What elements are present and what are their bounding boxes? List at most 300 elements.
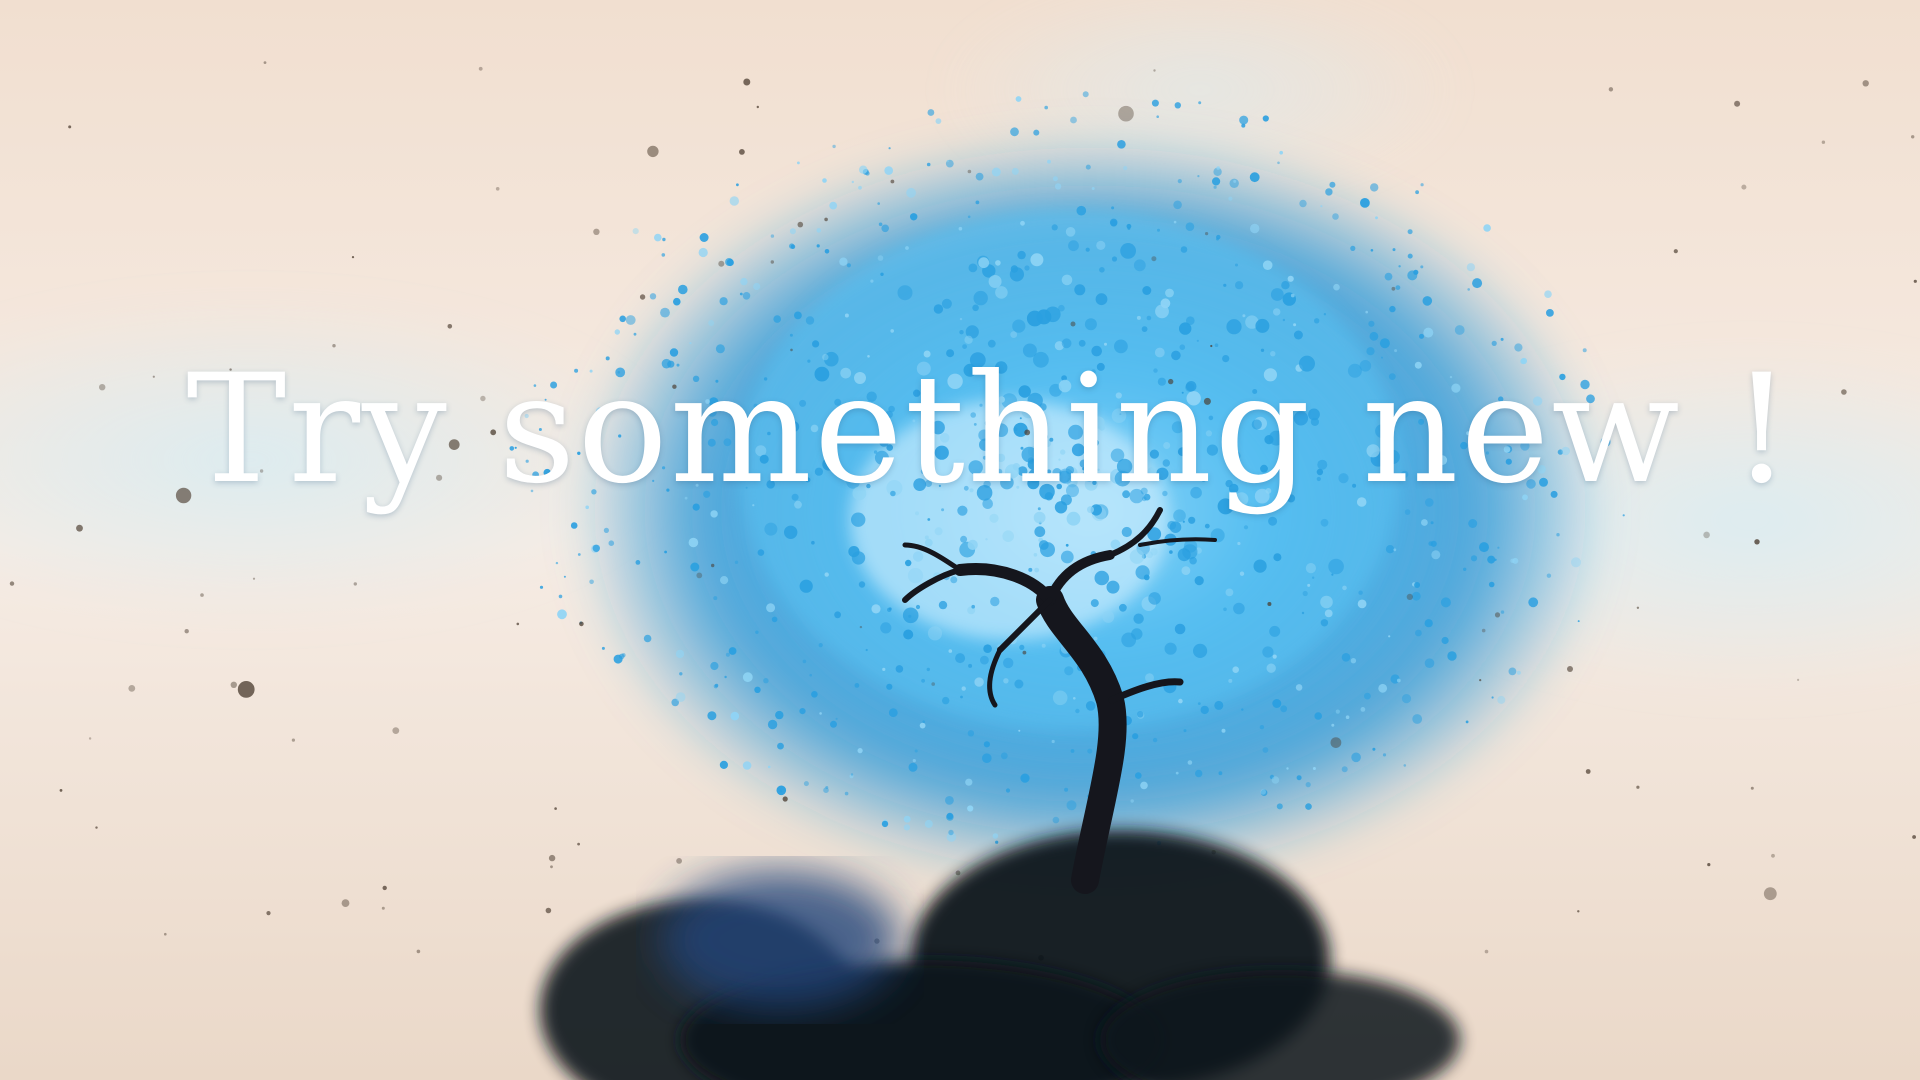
splatter-dot [960,536,967,543]
splatter-dot [1325,610,1333,618]
splatter-dot [1398,265,1400,267]
splatter-dot [1501,610,1504,613]
splatter-dot [995,841,998,844]
speck-dot [743,79,750,86]
splatter-dot [903,608,919,624]
splatter-dot [1148,592,1161,605]
splatter-dot [1255,319,1269,333]
splatter-dot [626,315,636,325]
splatter-dot [1235,264,1238,267]
splatter-dot [1137,711,1143,717]
splatter-dot [1010,331,1017,338]
splatter-dot [886,684,892,690]
speck-dot [593,229,599,235]
splatter-dot [1350,246,1355,251]
splatter-dot [1280,705,1287,712]
speck-dot [1822,141,1825,144]
speck-dot [264,61,267,64]
splatter-dot [955,653,965,663]
splatter-dot [817,228,822,233]
splatter-dot [740,278,747,285]
speck-dot [1485,950,1489,954]
splatter-dot [880,622,891,633]
splatter-dot [1176,772,1179,775]
splatter-dot [1071,749,1075,753]
splatter-dot [819,643,823,647]
splatter-dot [1385,273,1393,281]
splatter-dot [1142,286,1151,295]
splatter-dot [1463,568,1466,571]
splatter-dot [1262,646,1273,657]
splatter-dot [878,255,884,261]
splatter-dot [889,147,891,149]
splatter-dot [1415,630,1422,637]
splatter-dot [1228,679,1232,683]
splatter-dot [870,280,873,283]
splatter-dot [1358,591,1362,595]
splatter-dot [735,561,738,564]
speck-dot [517,623,520,626]
speck-dot [292,739,295,742]
splatter-dot [882,668,885,671]
splatter-dot [1175,102,1181,108]
splatter-dot [809,674,812,677]
splatter-dot [1039,540,1049,550]
splatter-dot [1092,187,1095,190]
splatter-dot [1371,249,1374,252]
speck-dot [1153,69,1155,71]
splatter-dot [935,527,943,535]
splatter-dot [1254,560,1267,573]
splatter-dot [922,720,925,723]
splatter-dot [1544,290,1552,298]
splatter-dot [881,225,889,233]
splatter-dot [1123,166,1127,170]
splatter-dot [1333,284,1340,291]
splatter-dot [1546,309,1554,317]
splatter-dot [1423,296,1433,306]
splatter-dot [1306,563,1316,573]
splatter-dot [1226,589,1234,597]
splatter-dot [916,605,920,609]
splatter-dot [634,333,637,336]
splatter-dot [1030,253,1043,266]
splatter-dot [1045,307,1061,323]
splatter-dot [743,292,751,300]
splatter-dot [968,540,978,550]
splatter-dot [1150,548,1157,555]
splatter-dot [1034,526,1045,537]
speck-dot [1754,539,1759,544]
splatter-dot [1271,288,1284,301]
splatter-dot [904,824,910,830]
splatter-dot [743,761,752,770]
splatter-dot [1024,265,1029,270]
splatter-dot [1018,730,1020,732]
splatter-dot [1055,183,1061,189]
speck-dot [968,170,972,174]
splatter-dot [1157,229,1160,232]
splatter-dot [714,684,718,688]
splatter-dot [880,273,883,276]
splatter-dot [1074,284,1085,295]
splatter-dot [619,316,626,323]
splatter-dot [960,318,962,320]
splatter-dot [1447,651,1456,660]
splatter-dot [1147,316,1152,321]
splatter-dot [1169,550,1173,554]
splatter-dot [882,821,888,827]
splatter-dot [836,718,838,720]
splatter-dot [1016,96,1022,102]
splatter-dot [1232,666,1239,673]
splatter-dot [1006,788,1010,792]
splatter-dot [978,257,989,268]
splatter-dot [1571,557,1581,567]
splatter-dot [1175,624,1186,635]
splatter-dot [1111,206,1114,209]
speck-dot [1407,594,1413,600]
splatter-dot [967,805,973,811]
splatter-dot [755,631,758,634]
splatter-dot [1186,222,1195,231]
splatter-dot [1223,608,1227,612]
splatter-dot [571,522,578,529]
splatter-dot [1212,177,1220,185]
splatter-dot [968,664,972,668]
splatter-dot [1483,224,1491,232]
splatter-dot [1239,116,1248,125]
splatter-dot [1165,643,1177,655]
splatter-dot [1375,216,1378,219]
splatter-dot [791,244,796,249]
splatter-dot [1122,527,1132,537]
splatter-dot [819,712,822,715]
splatter-dot [905,246,909,250]
splatter-dot [927,163,931,167]
splatter-dot [1397,679,1401,683]
speck-dot [891,180,895,184]
splatter-dot [710,662,718,670]
speck-dot [1567,666,1573,672]
splatter-dot [768,766,771,769]
speck-dot [1637,607,1639,609]
splatter-dot [845,792,849,796]
speck-dot [1674,249,1678,253]
splatter-dot [1389,306,1395,312]
splatter-dot [797,162,800,165]
splatter-dot [1042,644,1046,648]
splatter-dot [1140,782,1148,790]
speck-dot [696,573,702,579]
splatter-dot [971,605,975,609]
splatter-dot [1066,227,1076,237]
splatter-dot [1408,229,1413,234]
splatter-dot [1183,521,1185,523]
splatter-dot [995,286,1008,299]
splatter-dot [1388,635,1390,637]
splatter-dot [763,678,768,683]
splatter-dot [1131,799,1134,802]
splatter-dot [983,644,992,653]
splatter-dot [1342,766,1348,772]
splatter-dot [974,291,988,305]
speck-dot [266,911,270,915]
splatter-dot [1320,596,1333,609]
splatter-dot [1099,267,1105,273]
speck-dot [771,260,774,263]
splatter-dot [1378,684,1387,693]
splatter-dot [1112,256,1117,261]
speck-dot [383,886,387,890]
splatter-dot [1267,664,1276,673]
splatter-dot [564,576,566,578]
splatter-dot [1260,789,1266,795]
splatter-dot [1281,281,1289,289]
speck-dot [798,222,804,228]
speck-dot [1863,80,1869,86]
splatter-dot [743,672,753,682]
splatter-dot [1263,260,1273,270]
splatter-dot [992,168,1001,177]
splatter-dot [1412,714,1422,724]
splatter-dot [708,320,714,326]
speck-dot [577,843,580,846]
speck-dot [640,294,645,299]
splatter-dot [1547,574,1551,578]
splatter-dot [1205,524,1210,529]
splatter-dot [1492,696,1494,698]
splatter-dot [1155,305,1169,319]
splatter-dot [1244,525,1248,529]
splatter-dot [927,668,930,671]
splatter-dot [968,216,971,219]
splatter-dot [780,790,783,793]
splatter-dot [1272,776,1280,784]
splatter-dot [858,748,863,753]
splatter-dot [1216,166,1220,170]
splatter-dot [1197,175,1199,177]
splatter-dot [1556,533,1559,536]
speck-dot [1703,532,1710,539]
speck-dot [1267,602,1271,606]
splatter-dot [1064,666,1073,675]
splatter-dot [1313,767,1316,770]
speck-dot [238,681,255,698]
splatter-dot [1034,553,1038,557]
speck-dot [448,324,453,329]
splatter-dot [950,576,957,583]
splatter-dot [636,560,641,565]
splatter-dot [972,305,979,312]
speck-dot [1482,629,1486,633]
splatter-dot [1165,289,1174,298]
speck-dot [1914,280,1917,283]
speck-dot [496,187,500,191]
splatter-dot [1408,254,1413,259]
splatter-dot [1052,224,1058,230]
splatter-dot [540,586,543,589]
splatter-dot [1517,671,1521,675]
splatter-dot [968,730,974,736]
splatter-dot [1011,265,1018,272]
splatter-dot [1415,190,1419,194]
splatter-dot [1364,693,1371,700]
speck-dot [757,106,759,108]
splatter-dot [1066,544,1069,547]
splatter-dot [1028,568,1032,572]
splatter-dot [1145,673,1154,682]
splatter-dot [925,539,933,547]
splatter-dot [1120,243,1136,259]
splatter-dot [1193,644,1207,658]
speck-dot [931,682,935,686]
splatter-dot [794,312,802,320]
splatter-dot [1346,715,1350,719]
splatter-dot [1393,548,1396,551]
splatter-dot [1428,541,1433,546]
splatter-dot [811,691,818,698]
speck-dot [354,582,357,585]
speck-dot [253,578,255,580]
splatter-dot [1421,183,1424,186]
splatter-dot [803,660,807,664]
speck-dot [1586,769,1591,774]
splatter-dot [790,334,793,337]
splatter-dot [1091,599,1099,607]
splatter-dot [615,329,620,334]
splatter-dot [1064,788,1068,792]
splatter-dot [1294,331,1303,340]
speck-dot [392,727,399,734]
splatter-dot [1068,240,1079,251]
splatter-dot [731,712,740,721]
splatter-dot [1127,224,1132,229]
splatter-dot [1489,582,1495,588]
splatter-dot [995,260,1001,266]
splatter-dot [1329,182,1335,188]
splatter-dot [906,188,916,198]
splatter-dot [908,568,923,583]
splatter-dot [578,553,581,556]
splatter-dot [1273,553,1281,561]
splatter-dot [825,249,830,254]
splatter-dot [1173,201,1182,210]
splatter-dot [609,540,615,546]
splatter-dot [942,697,949,704]
splatter-dot [1303,591,1308,596]
splatter-dot [713,596,717,600]
splatter-dot [948,830,953,835]
splatter-dot [913,551,923,561]
splatter-dot [1241,708,1243,710]
splatter-dot [1365,311,1368,314]
splatter-dot [1402,694,1411,703]
splatter-dot [720,576,728,584]
splatter-dot [1277,162,1280,165]
speck-dot [711,564,714,567]
splatter-dot [939,601,947,609]
splatter-dot [1053,691,1068,706]
speck-dot [1577,910,1579,912]
splatter-dot [1067,800,1077,810]
speck-dot [1392,287,1396,291]
splatter-dot [1167,521,1176,530]
splatter-dot [832,145,835,148]
splatter-dot [1331,724,1334,727]
slide-title-text: Try something new ! [186,343,1794,517]
splatter-dot [848,546,859,557]
splatter-dot [604,528,609,533]
splatter-dot [1152,100,1159,107]
splatter-dot [889,708,898,717]
splatter-dot [1283,319,1285,321]
splatter-dot [1370,183,1378,191]
splatter-dot [859,581,865,587]
splatter-dot [1351,658,1356,663]
splatter-dot [1358,600,1367,609]
splatter-dot [829,202,837,210]
splatter-dot [1307,584,1310,587]
splatter-dot [690,563,699,572]
splatter-dot [962,686,966,690]
splatter-dot [1094,637,1098,641]
splatter-dot [1178,179,1182,183]
splatter-dot [817,244,820,247]
splatter-dot [1010,127,1019,136]
splatter-dot [1260,725,1264,729]
splatter-dot [1321,619,1328,626]
splatter-dot [1214,701,1223,710]
splatter-dot [654,234,662,242]
splatter-dot [754,687,760,693]
splatter-dot [984,741,990,747]
splatter-dot [1133,614,1143,624]
splatter-dot [877,202,880,205]
splatter-dot [1383,753,1386,756]
splatter-dot [915,750,918,753]
splatter-dot [845,314,849,318]
speck-dot [68,125,71,128]
splatter-dot [898,285,913,300]
splatter-dot [1240,572,1244,576]
splatter-dot [773,315,781,323]
splatter-dot [851,773,853,775]
speck-dot [1912,835,1916,839]
splatter-dot [1156,115,1159,118]
splatter-dot [593,545,600,552]
splatter-dot [1233,603,1245,615]
splatter-dot [679,672,682,675]
splatter-dot [1277,803,1283,809]
splatter-dot [1182,566,1191,575]
splatter-dot [1360,198,1370,208]
splatter-dot [1132,733,1138,739]
splatter-dot [1509,668,1517,676]
splatter-dot [1119,604,1127,612]
splatter-dot [969,264,978,273]
splatter-dot [775,711,783,719]
splatter-dot [859,166,867,174]
speck-dot [382,907,385,910]
splatter-dot [1332,213,1339,220]
splatter-dot [1019,645,1024,650]
splatter-dot [1034,568,1039,573]
splatter-dot [1273,655,1277,659]
splatter-dot [1305,803,1312,810]
splatter-dot [1299,200,1306,207]
splatter-dot [1263,747,1269,753]
